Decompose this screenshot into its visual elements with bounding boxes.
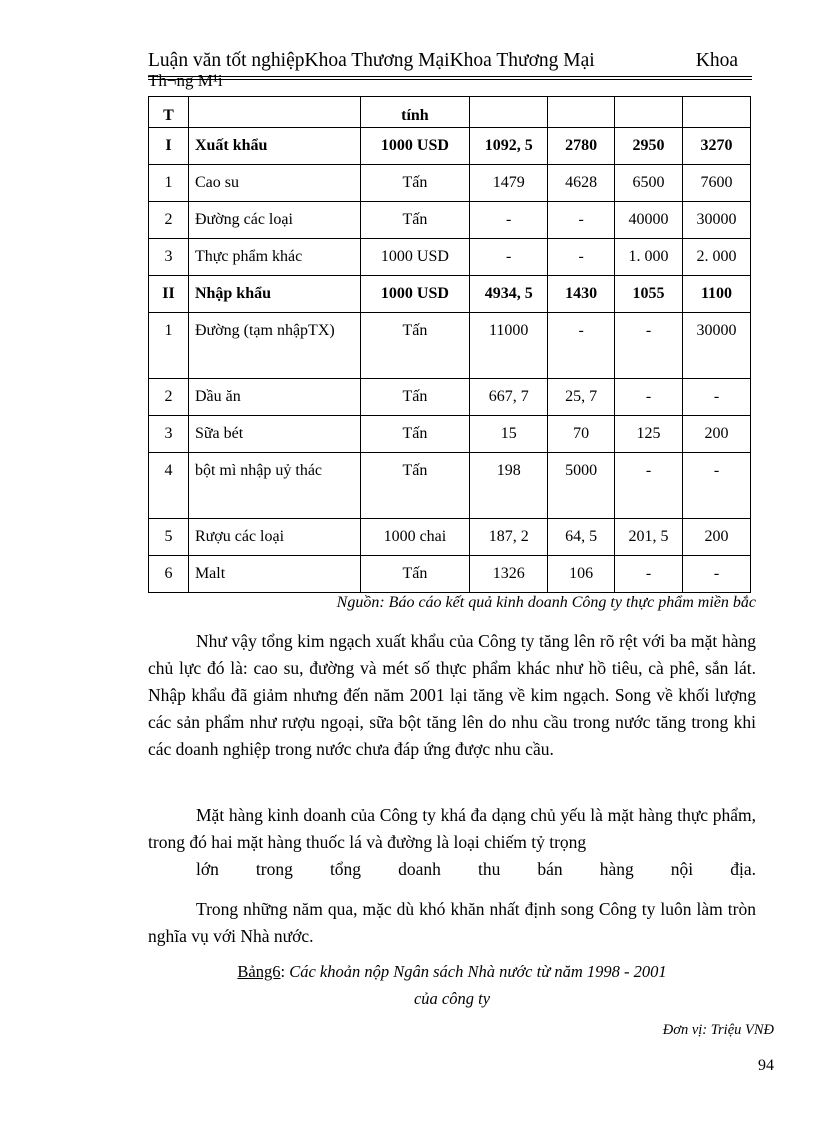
table-cell: 201, 5 — [615, 519, 683, 556]
table-cell: 6 — [149, 556, 189, 593]
table-cell: 3 — [149, 416, 189, 453]
table-row — [149, 313, 751, 379]
table-cell: 1. 000 — [615, 239, 683, 276]
table-row — [149, 202, 751, 239]
table-cell: Cao su — [188, 165, 360, 202]
table-cell: 200 — [683, 519, 751, 556]
table-cell: 30000 — [683, 313, 751, 379]
table-cell — [188, 97, 360, 128]
table-cell: 2780 — [548, 128, 615, 165]
table-row — [149, 519, 751, 556]
table-cell: tính — [360, 97, 470, 128]
table-caption — [148, 958, 756, 1012]
table-cell: Tấn — [360, 379, 470, 416]
table-cell: 1479 — [470, 165, 548, 202]
paragraph-text-last-line: lớn trong tổng doanh thu bán hàng nội địa. — [196, 859, 756, 879]
table-cell: Malt — [188, 556, 360, 593]
table-cell: 1430 — [548, 276, 615, 313]
table-cell: 1326 — [470, 556, 548, 593]
table-cell: Đường các loại — [188, 202, 360, 239]
table-cell: - — [615, 313, 683, 379]
table-cell: 70 — [548, 416, 615, 453]
table-cell — [470, 97, 548, 128]
table-cell: 1000 USD — [360, 276, 470, 313]
table-cell — [615, 97, 683, 128]
table-cell: 125 — [615, 416, 683, 453]
table-cell: 5 — [149, 519, 189, 556]
header-title: Luận văn tốt nghiệpKhoa Thương MạiKhoa Thương Mại — [148, 50, 595, 71]
page-number: 94 — [758, 1057, 774, 1074]
table-cell: - — [470, 239, 548, 276]
paragraph-export-summary: Như vậy tổng kim ngạch xuất khẩu của Công ty tăng lên rõ rệt với ba mặt hàng chủ lực đó là: cao su, đường và mét số thực phẩm khác như hồ tiêu, cà phê, sắn lát. Nhập khẩu đã giảm nhưng đến năm 2001 lại tăng về kim ngạch. Song về khối lượng các sản phẩm như rượu ngoại, sữa bột tăng lên do nhu cầu trong nước tăng trong khi các doanh nghiệp trong nước chưa đáp ứng được nhu cầu. — [148, 631, 756, 759]
table-row — [149, 276, 751, 313]
table-cell: - — [683, 379, 751, 416]
table-cell: 1100 — [683, 276, 751, 313]
table-cell: Rượu các loại — [188, 519, 360, 556]
table-cell: - — [548, 313, 615, 379]
table-cell: Tấn — [360, 453, 470, 519]
table-cell: 5000 — [548, 453, 615, 519]
table-row — [149, 556, 751, 593]
table-cell: Nhập khẩu — [188, 276, 360, 313]
table-cell: 7600 — [683, 165, 751, 202]
table-cell: Tấn — [360, 313, 470, 379]
table-cell: - — [470, 202, 548, 239]
trade-table — [148, 96, 751, 593]
table-cell: 198 — [470, 453, 548, 519]
table-cell: II — [149, 276, 189, 313]
table-cell: 15 — [470, 416, 548, 453]
table-cell: I — [149, 128, 189, 165]
caption-title-line2: của công ty — [413, 989, 491, 1008]
table-cell: - — [548, 202, 615, 239]
table-cell: - — [683, 453, 751, 519]
table-cell: 6500 — [615, 165, 683, 202]
table-cell: 3 — [149, 239, 189, 276]
table-cell: - — [615, 556, 683, 593]
table-cell: 1000 chai — [360, 519, 470, 556]
table-cell: - — [548, 239, 615, 276]
table-cell: 1 — [149, 313, 189, 379]
unit-note: Đơn vị: Triệu VNĐ — [662, 1022, 774, 1038]
table-cell: 40000 — [615, 202, 683, 239]
table-cell: Thực phẩm khác — [188, 239, 360, 276]
table-cell: 4934, 5 — [470, 276, 548, 313]
table-cell: 1000 USD — [360, 128, 470, 165]
caption-separator: : — [280, 962, 290, 981]
header-title-right: Khoa — [695, 50, 738, 71]
table-cell: Sữa bét — [188, 416, 360, 453]
table-cell — [683, 97, 751, 128]
table-cell: Tấn — [360, 202, 470, 239]
table-cell: - — [615, 379, 683, 416]
table-cell: 1055 — [615, 276, 683, 313]
table-cell: Đường (tạm nhậpTX) — [188, 313, 360, 379]
table-cell: Tấn — [360, 416, 470, 453]
header-title-line2: Th¬ng M¹i — [148, 71, 223, 90]
header-rule-bottom — [148, 79, 752, 80]
table-cell: Dầu ăn — [188, 379, 360, 416]
table-cell: 25, 7 — [548, 379, 615, 416]
table-cell: 4 — [149, 453, 189, 519]
paragraph-business-lines — [148, 802, 756, 883]
table-row — [149, 453, 751, 519]
caption-title: Các khoản nộp Ngân sách Nhà nước từ năm 1998 - 2001 — [289, 962, 667, 981]
table-cell: 4628 — [548, 165, 615, 202]
table-cell: T — [149, 97, 189, 128]
table-cell: 1 — [149, 165, 189, 202]
table-cell: Tấn — [360, 556, 470, 593]
table-row — [149, 128, 751, 165]
table-cell: 667, 7 — [470, 379, 548, 416]
table-cell: 187, 2 — [470, 519, 548, 556]
table-cell: Tấn — [360, 165, 470, 202]
table-cell: bột mì nhập uỷ thác — [188, 453, 360, 519]
table-cell: 3270 — [683, 128, 751, 165]
table-cell: 11000 — [470, 313, 548, 379]
caption-label: Bảng6 — [237, 962, 281, 981]
paragraph-obligations: Trong những năm qua, mặc dù khó khăn nhất định song Công ty luôn làm tròn nghĩa vụ với Nhà nước. — [148, 899, 756, 946]
table-cell: 64, 5 — [548, 519, 615, 556]
header-rule-top — [148, 76, 752, 77]
table-row — [149, 165, 751, 202]
table-cell: 1000 USD — [360, 239, 470, 276]
table-cell — [548, 97, 615, 128]
table-row — [149, 416, 751, 453]
table-cell: 200 — [683, 416, 751, 453]
table-cell: 2950 — [615, 128, 683, 165]
table-cell: - — [615, 453, 683, 519]
table-source-note: Nguồn: Báo cáo kết quả kinh doanh Công ty thực phẩm miền bắc — [336, 594, 756, 611]
table-header-row — [149, 97, 751, 128]
table-row — [149, 379, 751, 416]
table-cell: 106 — [548, 556, 615, 593]
table-cell: 2 — [149, 379, 189, 416]
paragraph-text: Mặt hàng kinh doanh của Công ty khá đa dạng chủ yếu là mặt hàng thực phẩm, trong đó hai mặt hàng thuốc lá và đường là loại chiếm tỷ trọng — [148, 805, 756, 852]
table-cell: 30000 — [683, 202, 751, 239]
table-cell: 2 — [149, 202, 189, 239]
table-cell: Xuất khẩu — [188, 128, 360, 165]
table-row — [149, 239, 751, 276]
table-cell: 1092, 5 — [470, 128, 548, 165]
table-cell: 2. 000 — [683, 239, 751, 276]
table-cell: - — [683, 556, 751, 593]
